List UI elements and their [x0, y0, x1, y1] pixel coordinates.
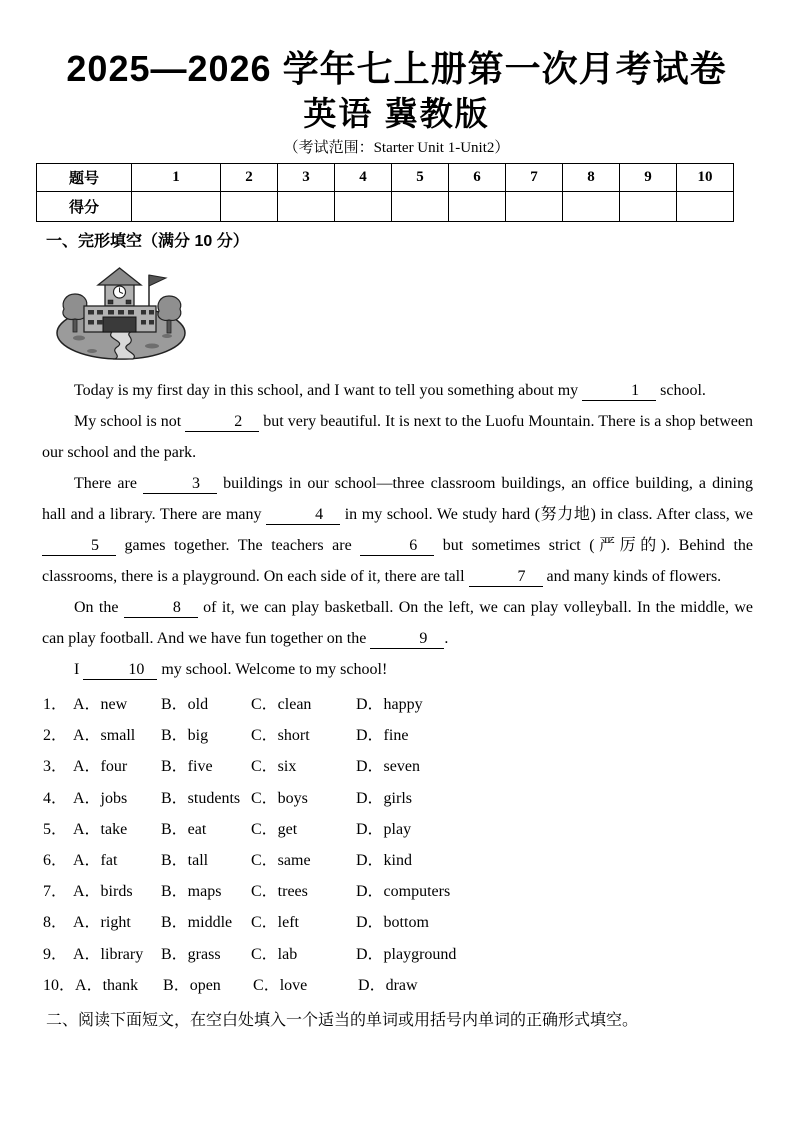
bush — [87, 349, 97, 353]
school-illustration — [52, 266, 192, 362]
question-number: 8． — [43, 914, 68, 932]
choice-option: A．library — [73, 945, 144, 963]
cloze-blank-8: 8 — [124, 598, 198, 618]
cloze-blank-1: 1 — [582, 381, 656, 401]
cloze-paragraph — [42, 592, 753, 654]
choice-option: A．new — [73, 696, 128, 713]
choice-row — [43, 876, 753, 907]
cloze-blank-4: 4 — [266, 505, 340, 525]
choice-option: D．happy — [356, 696, 423, 713]
choice-row — [43, 689, 753, 720]
cloze-blank-3: 3 — [143, 474, 217, 494]
text-run: games together. The teachers are — [116, 537, 361, 554]
choice-option: C．short — [251, 727, 310, 745]
choice-option: B．eat — [161, 820, 207, 838]
choice-option: C．love — [253, 976, 308, 994]
question-number: 3． — [43, 758, 68, 776]
cloze-choices — [43, 689, 753, 1001]
cloze-blank-7: 7 — [469, 567, 543, 587]
text-run: buildings in our school—three classroom buildings, an office building, a dining hall and a library. There are many — [42, 475, 754, 523]
choice-option: C．get — [251, 820, 298, 838]
cloze-passage — [42, 375, 753, 685]
score-table-score-cell-7 — [506, 192, 563, 222]
cloze-blank-5: 5 — [42, 536, 116, 556]
question-number: 7． — [43, 883, 68, 901]
cloze-paragraph — [42, 375, 753, 406]
choice-option: D．seven — [356, 758, 420, 776]
choice-option: A．birds — [73, 883, 133, 901]
bush — [162, 334, 172, 338]
question-number: 6． — [43, 852, 68, 870]
cloze-blank-10: 10 — [83, 660, 157, 680]
text-run: My school is not — [74, 413, 186, 430]
section1-heading: 一、完形填空（满分 10 分） — [46, 233, 249, 250]
choice-option: D．bottom — [356, 914, 429, 932]
score-table-qnum-9: 9 — [620, 164, 677, 192]
question-number: 10． — [43, 976, 76, 994]
text-run: I — [74, 661, 84, 678]
score-table-qnum-3: 3 — [278, 164, 335, 192]
choice-option: D．playground — [356, 945, 457, 963]
choice-option: B．big — [161, 727, 209, 745]
score-table-qnum-8: 8 — [563, 164, 620, 192]
score-table-score-cell-10 — [677, 192, 734, 222]
score-table-question-label: 题号 — [37, 164, 132, 192]
cloze-paragraph — [42, 654, 753, 685]
choice-option: B．grass — [161, 945, 221, 963]
choice-option: A．take — [73, 820, 128, 838]
score-table-qnum-7: 7 — [506, 164, 563, 192]
bush — [73, 336, 85, 341]
score-table-score-cell-8 — [563, 192, 620, 222]
score-table-score-cell-5 — [392, 192, 449, 222]
text-run: Today is my first day in this school, and I want to tell you something about my — [74, 382, 583, 399]
choice-row — [43, 907, 753, 938]
text-run: my school. Welcome to my school! — [157, 661, 388, 678]
page-subtitle: 英语 冀教版 — [303, 95, 490, 132]
score-table-score-cell-2 — [221, 192, 278, 222]
choice-option: A．thank — [75, 976, 139, 994]
score-table — [36, 163, 793, 222]
choice-option: A．four — [73, 758, 128, 776]
choice-option: D．fine — [356, 727, 409, 745]
choice-option: C．boys — [251, 789, 308, 807]
question-number: 9． — [43, 945, 68, 963]
question-number: 2． — [43, 727, 68, 745]
choice-option: C．left — [251, 914, 299, 932]
choice-option: B．old — [161, 696, 209, 713]
cloze-paragraph — [42, 406, 753, 468]
score-table-qnum-1: 1 — [132, 164, 221, 192]
text-run: of it, we can play basketball. On the left, we can play volleyball. In the middle, we can play football. And we have fun together on the — [42, 599, 753, 647]
score-table-score-cell-3 — [278, 192, 335, 222]
text-run: On the — [74, 599, 124, 616]
text-run: school. — [656, 382, 706, 399]
score-table-score-row — [37, 192, 793, 222]
text-run: There are — [74, 475, 144, 492]
choice-option: C．trees — [251, 883, 308, 901]
text-run: in my school. We study hard (努力地) in class. After class, we — [340, 506, 753, 523]
score-table-qnum-2: 2 — [221, 164, 278, 192]
choice-option: B．maps — [161, 883, 222, 901]
choice-option: D．computers — [356, 883, 451, 901]
cloze-blank-6: 6 — [360, 536, 434, 556]
choice-row — [43, 720, 753, 751]
choice-row — [43, 845, 753, 876]
main-building — [84, 306, 156, 332]
clock-tower — [98, 268, 141, 306]
choice-option: D．kind — [356, 852, 413, 870]
question-number: 4． — [43, 789, 68, 807]
choice-option: B．open — [163, 976, 221, 994]
score-table-number-row — [37, 164, 793, 192]
page-title: 2025—2026 学年七上册第一次月考试卷 — [66, 48, 727, 89]
choice-option: B．students — [161, 789, 241, 807]
score-table-score-cell-4 — [335, 192, 392, 222]
choice-option: C．clean — [251, 696, 312, 713]
choice-option: A．right — [73, 914, 131, 932]
choice-option: C．same — [251, 852, 311, 870]
score-table-qnum-5: 5 — [392, 164, 449, 192]
choice-option: A．small — [73, 727, 136, 745]
cloze-blank-2: 2 — [185, 412, 259, 432]
choice-row — [43, 939, 753, 970]
section2-heading: 二、阅读下面短文，在空白处填入一个适当的单词或用括号内单词的正确形式填空。 — [46, 1012, 639, 1030]
score-table-qnum-6: 6 — [449, 164, 506, 192]
choice-option: B．five — [161, 758, 213, 776]
choice-row — [43, 783, 753, 814]
choice-option: A．jobs — [73, 789, 128, 807]
choice-option: D．play — [356, 820, 412, 838]
text-run: but very beautiful. It is next to the Luofu Mountain. There is a shop between our school and the park. — [42, 413, 753, 461]
exam-scope: （考试范围：Starter Unit 1-Unit2） — [283, 140, 510, 156]
score-table-score-cell-9 — [620, 192, 677, 222]
door — [103, 317, 136, 332]
choice-row — [43, 970, 753, 1001]
score-table-score-cell-6 — [449, 192, 506, 222]
text-run: and many kinds of flowers. — [542, 568, 722, 585]
text-run: but sometimes strict (严厉的). Behind the classrooms, there is a playground. On each side of it, there are tall — [42, 537, 753, 585]
choice-option: C．lab — [251, 945, 298, 963]
cloze-blank-9: 9 — [370, 629, 444, 649]
score-table-qnum-4: 4 — [335, 164, 392, 192]
choice-row — [43, 751, 753, 782]
choice-option: B．middle — [161, 914, 233, 932]
text-run: . — [444, 630, 449, 647]
score-table-score-label: 得分 — [37, 192, 132, 222]
cloze-paragraph — [42, 468, 753, 592]
choice-option: A．fat — [73, 852, 118, 870]
choice-option: D．girls — [356, 789, 413, 807]
score-table-qnum-10: 10 — [677, 164, 734, 192]
question-number: 5． — [43, 820, 68, 838]
choice-option: C．six — [251, 758, 297, 776]
choice-option: B．tall — [161, 852, 209, 870]
choice-row — [43, 814, 753, 845]
question-number: 1． — [43, 696, 68, 713]
score-table-score-cell-1 — [132, 192, 221, 222]
choice-option: D．draw — [358, 976, 418, 994]
bush — [145, 344, 159, 349]
